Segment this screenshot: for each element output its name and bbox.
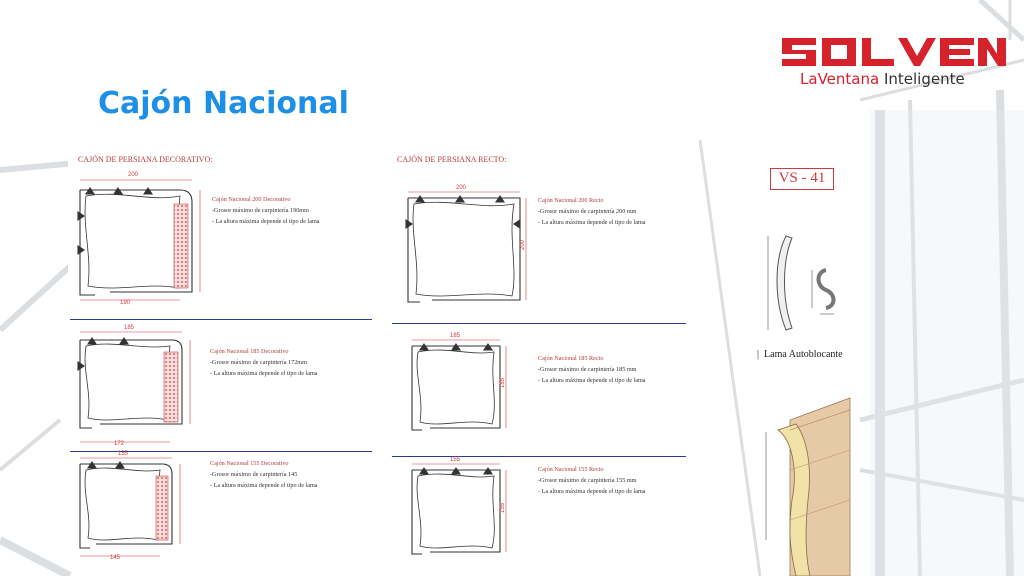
deco-200-text [212, 194, 320, 227]
left-section-heading: CAJÓN DE PERSIANA DECORATIVO: [78, 155, 213, 164]
recto-155-text [538, 464, 646, 497]
recto-200-text [538, 195, 646, 228]
lama-autoblocante-label: | Lama Autoblocante [757, 349, 843, 360]
lama-autoblocante-slat [766, 398, 850, 576]
deco-155-name: Cajón Nacional 155 Decorativo [210, 460, 289, 467]
deco-185-name: Cajón Nacional 185 Decorativo [210, 348, 289, 355]
dim-deco-185-bottom: 172 [114, 441, 125, 447]
dim-recto-200-top: 200 [456, 185, 467, 191]
deco-185-line2: - La altura máxima depende el tipo de lama [210, 370, 318, 377]
drawing-decorativo-155 [80, 462, 172, 548]
dim-recto-185-top: 185 [450, 333, 461, 339]
slide-title: Cajón Nacional [98, 86, 349, 121]
drawing-decorativo-185 [78, 338, 182, 428]
recto-185-line1: -Grosor máximo de carpintería 185 mm [538, 366, 637, 373]
deco-200-line1: -Grosor máximo de carpintería 190mm [212, 207, 309, 214]
drawing-recto-185 [412, 344, 500, 430]
logo-tagline-la: La [800, 70, 818, 88]
right-section-heading: CAJÓN DE PERSIANA RECTO: [397, 155, 507, 164]
recto-155-name: Cajón Nacional 155 Recto [538, 466, 604, 473]
logo-tagline-ventana: Ventana [817, 70, 880, 88]
dim-recto-155-top: 155 [450, 457, 461, 463]
logo-tagline-inteligente: Inteligente [883, 70, 965, 88]
dim-deco-185-top: 185 [124, 325, 135, 331]
deco-200-line2: - La altura máxima depende el tipo de lama [212, 218, 320, 225]
drawing-recto-155 [412, 468, 500, 554]
deco-185-line1: -Grosor máximo de carpintería 172mm [210, 359, 307, 366]
recto-200-line1: -Grosor máximo de carpintería 200 mm [538, 208, 637, 215]
lama-vs41-profile [777, 236, 834, 330]
recto-155-line1: -Grosor máximo de carpintería 155 mm [538, 477, 637, 484]
drawing-recto-200 [406, 196, 520, 302]
dim-deco-155-top: 155 [118, 451, 129, 457]
recto-200-name: Cajón Nacional 200 Recto [538, 197, 604, 204]
dim-deco-155-bottom: 145 [110, 555, 121, 561]
lama-label-text: Lama Autoblocante [764, 349, 843, 360]
dim-recto-185-side: 185 [500, 377, 507, 389]
dim-recto-155-side: 155 [500, 502, 507, 514]
deco-155-line1: -Grosor máximo de carpintería 145 [210, 471, 298, 478]
recto-200-line2: - La altura máxima depende el tipo de lama [538, 219, 646, 226]
drawing-decorativo-200 [78, 188, 192, 295]
dim-recto-200-side: 200 [520, 239, 527, 251]
deco-155-text [210, 458, 318, 491]
deco-185-text [210, 346, 318, 379]
deco-200-name: Cajón Nacional 200 Decorativo [212, 196, 291, 203]
deco-155-line2: - La altura máxima depende el tipo de lama [210, 482, 318, 489]
recto-185-text [538, 353, 646, 386]
dim-deco-200-top: 200 [128, 172, 139, 178]
dim-deco-200-bottom: 190 [120, 300, 131, 306]
lama-code-badge: VS - 41 [770, 168, 834, 190]
recto-185-name: Cajón Nacional 185 Recto [538, 355, 604, 362]
recto-185-line2: - La altura máxima depende el tipo de lama [538, 377, 646, 384]
recto-155-line2: - La altura máxima depende el tipo de lama [538, 488, 646, 495]
